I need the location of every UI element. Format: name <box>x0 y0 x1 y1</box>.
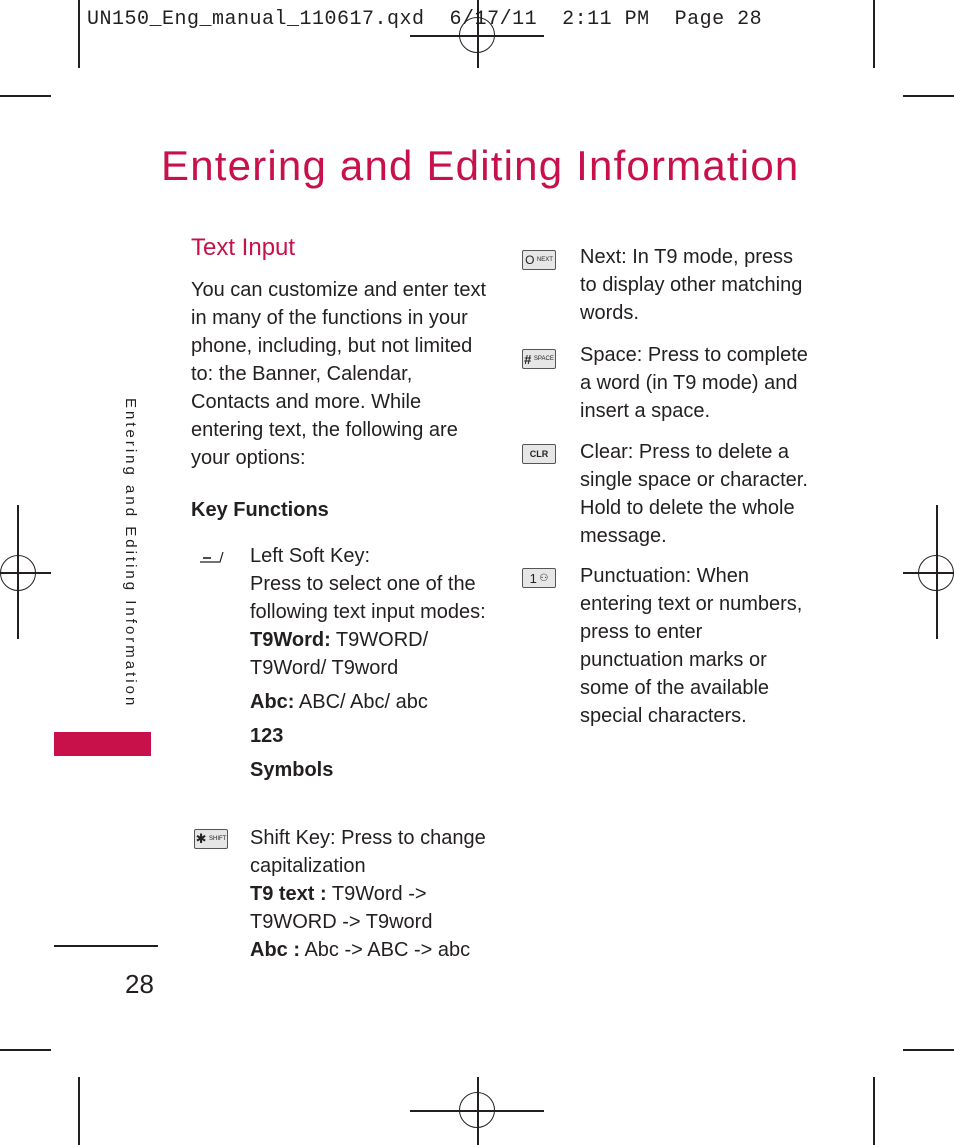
intro-paragraph: You can customize and enter text in many of the functions in your phone, including, but not limited to: the Banner, Calendar, Contacts and more. While entering text, the following are your options: <box>191 279 486 469</box>
mode-row: T9Word: T9WORD/ T9Word/ T9word <box>250 629 429 679</box>
key-functions-heading: Key Functions <box>191 499 329 521</box>
page-title: Entering and Editing Information <box>161 142 800 189</box>
file-slug: UN150_Eng_manual_110617.qxd 6/17/11 2:11 PM Page 28 <box>87 8 763 31</box>
space-key-icon: # SPACE <box>522 349 556 369</box>
next-key-icon: O NEXT <box>522 250 556 270</box>
clear-key-entry: Clear: Press to delete a single space or character. Hold to delete the whole message. <box>580 441 808 547</box>
shift-key-entry: Shift Key: Press to change capitalization T9 text : T9Word -> T9WORD -> T9word Abc : Abc -> ABC -> abc <box>250 824 490 964</box>
space-key-entry: Space: Press to complete a word (in T9 mode) and insert a space. <box>580 344 808 422</box>
left-soft-key-description: Press to select one of the following text input modes: <box>250 573 486 623</box>
shift-key-name: Shift Key <box>250 827 331 849</box>
clear-key-icon: CLR <box>522 444 556 464</box>
left-soft-key-name: Left Soft Key <box>250 545 365 567</box>
side-section-label: Entering and Editing Information <box>122 398 139 709</box>
shift-key-icon: ✱ SHIFT <box>194 829 228 849</box>
next-key-entry: Next: In T9 mode, press to display other matching words. <box>580 246 803 324</box>
punctuation-key-entry: Punctuation: When entering text or numbers, press to enter punctuation marks or some of the available special characters. <box>580 565 803 727</box>
page-number-rule <box>54 945 158 947</box>
side-tab <box>54 732 151 756</box>
mode-row: 123 <box>250 725 284 747</box>
left-soft-key-entry: Left Soft Key: Press to select one of the following text input modes: T9Word: T9WORD/ T9Word/ T9word Abc: ABC/ Abc/ abc 123 Symbols <box>250 542 490 784</box>
mode-row: Abc : Abc -> ABC -> abc <box>250 939 471 961</box>
soft-key-icon <box>194 547 228 567</box>
mode-row: Symbols <box>250 759 334 781</box>
section-heading: Text Input <box>191 234 296 261</box>
punctuation-key-icon: 1 ⚇ <box>522 568 556 588</box>
mode-row: Abc: ABC/ Abc/ abc <box>250 691 428 713</box>
page-number: 28 <box>125 969 154 999</box>
mode-row: T9 text : T9Word -> T9WORD -> T9word <box>250 883 433 933</box>
